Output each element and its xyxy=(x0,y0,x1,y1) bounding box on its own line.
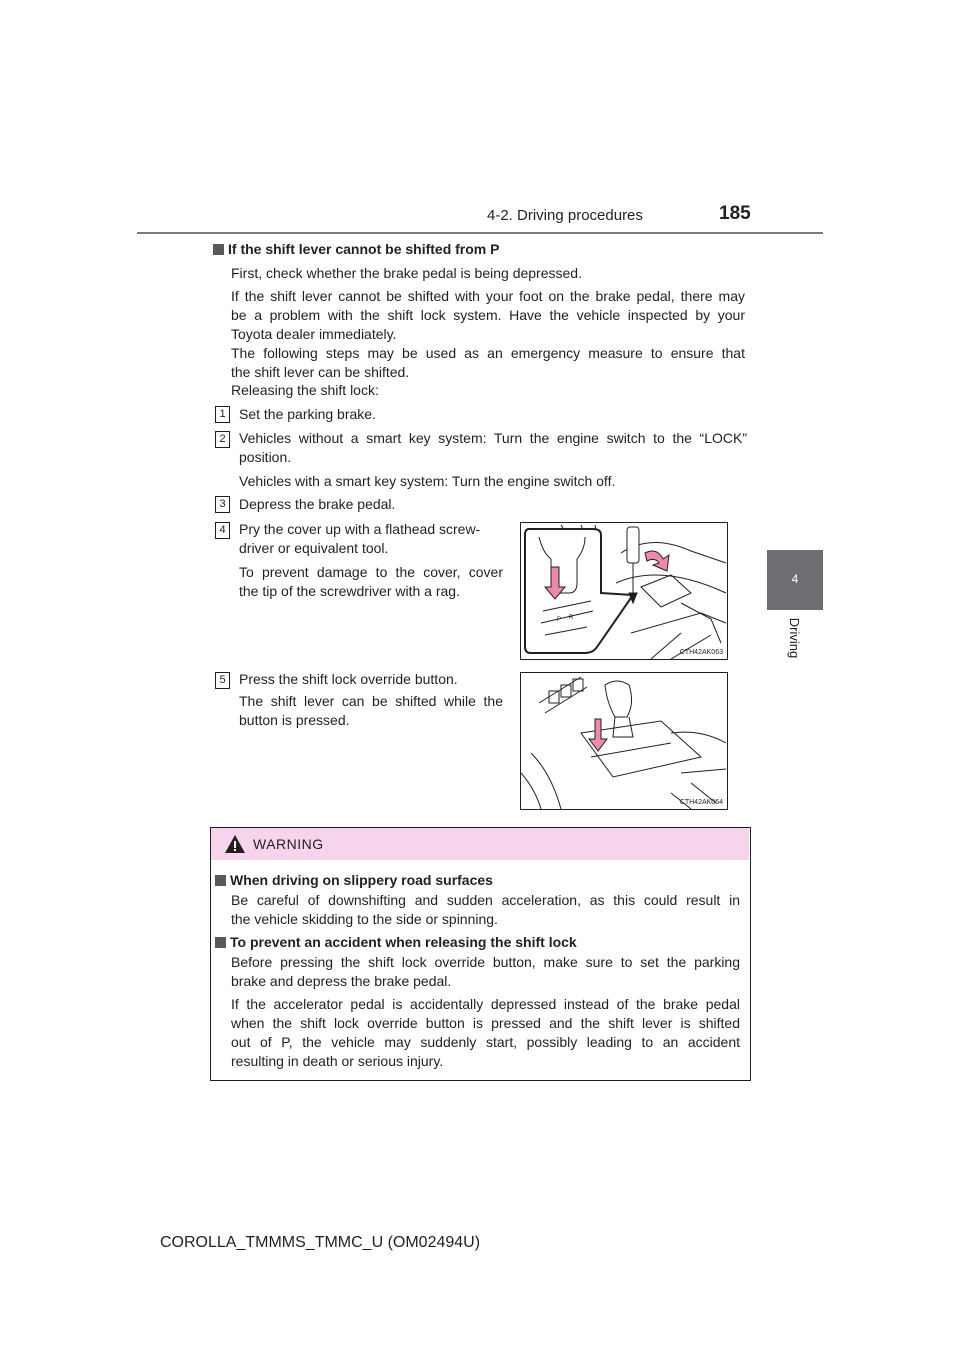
warning-title: WARNING xyxy=(253,836,324,852)
document-footer: COROLLA_TMMMS_TMMC_U (OM02494U) xyxy=(160,1234,481,1251)
figure-override-button xyxy=(520,672,728,810)
warning-item-heading: To prevent an accident when releasing the shift lock xyxy=(215,933,577,952)
step-subtext: The shift lever can be shifted while the button is pressed. xyxy=(239,693,503,728)
problem-paragraph: If the shift lever cannot be shifted with your foot on the brake pedal, there may be a problem with the shift lock system. Have the vehicle inspected by your Toyota dealer immediately. The following steps may be used as an emergency measure to ensure that the shift lever can be shifted. xyxy=(231,288,745,380)
heading-square-icon xyxy=(215,937,226,948)
override-button-illustration xyxy=(521,673,727,809)
step-number: 3 xyxy=(215,496,230,513)
warning-item-text: Before pressing the shift lock override button, make sure to set the parking brake and depress the brake pedal. xyxy=(231,954,740,989)
step-subtext: Vehicles with a smart key system: Turn the engine switch off. xyxy=(239,473,616,489)
step-text: Set the parking brake. xyxy=(239,406,376,422)
figure-code: CTH42AK064 xyxy=(679,799,723,806)
heading-square-icon xyxy=(213,244,224,255)
heading-square-icon xyxy=(215,875,226,886)
figure-pry-cover xyxy=(520,522,728,660)
step-text: Vehicles without a smart key system: Turn the engine switch to the “LOCK” position. xyxy=(239,430,747,465)
step-number: 1 xyxy=(215,406,230,423)
step-subtext: To prevent damage to the cover, cover the tip of the screwdriver with a rag. xyxy=(239,564,503,599)
svg-text:P: P xyxy=(557,617,562,623)
step-text: Depress the brake pedal. xyxy=(239,496,396,512)
warning-triangle-icon xyxy=(224,834,246,859)
chapter-label: Driving xyxy=(787,617,802,659)
intro-paragraph: First, check whether the brake pedal is being depressed. xyxy=(231,265,582,281)
step-number: 5 xyxy=(215,672,230,689)
warning-item-text: Be careful of downshifting and sudden acceleration, as this could result in the vehicle skidding to the side or spinning. xyxy=(231,892,740,927)
page-number: 185 xyxy=(719,203,751,224)
section-title: 4-2. Driving procedures xyxy=(487,207,643,224)
step-number: 4 xyxy=(215,522,230,539)
chapter-number: 4 xyxy=(791,572,799,586)
figure-code: CTH42AK063 xyxy=(679,649,723,656)
step-text: Pry the cover up with a flathead screw- driver or equivalent tool. xyxy=(239,521,481,556)
pry-cover-illustration xyxy=(521,523,727,659)
svg-text:R: R xyxy=(569,615,574,621)
section-heading: If the shift lever cannot be shifted from P xyxy=(213,240,499,259)
step-text: Press the shift lock override button. xyxy=(239,671,458,687)
warning-item-heading: When driving on slippery road surfaces xyxy=(215,871,493,890)
warning-item-text: If the accelerator pedal is accidentally depressed instead of the brake pedal when the shift lock override button is pressed and the shift lever is shifted out of P, the vehicle may suddenly start, possibly leading to an accident resulting in death or serious injury. xyxy=(231,996,740,1069)
step-number: 2 xyxy=(215,431,230,448)
header-rule xyxy=(137,232,823,234)
releasing-label: Releasing the shift lock: xyxy=(231,382,379,398)
